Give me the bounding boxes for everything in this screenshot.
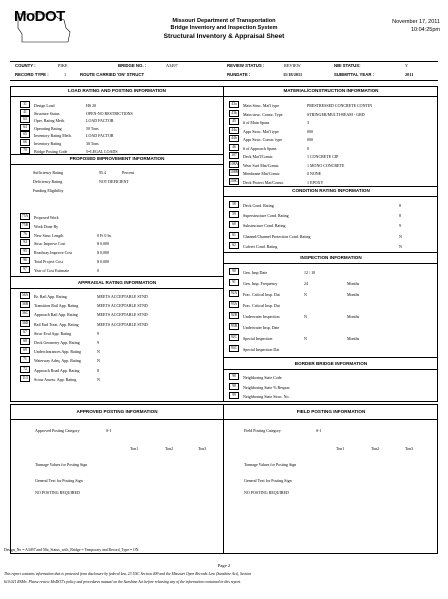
system-name: Bridge Inventory and Inspection System	[170, 25, 278, 31]
item-code: 66	[20, 139, 30, 146]
field-row	[20, 366, 230, 374]
field-label: Operating Rating	[34, 125, 62, 131]
summary-label: Deficiency Rating	[33, 179, 63, 184]
item-code: 58	[229, 201, 239, 208]
field-value: 1 MONO CONCRETE	[307, 162, 345, 168]
field-row	[229, 323, 439, 331]
field-label: Approach Road App. Rating	[34, 367, 80, 373]
summary-value: 95.4	[99, 170, 106, 175]
field-ton1: Ton1	[336, 446, 345, 451]
item-code: 92B	[231, 313, 237, 317]
item-code: 65	[20, 131, 30, 138]
field-label: Struc Improve Cost	[34, 241, 66, 247]
field-label: New Struc Length	[34, 232, 64, 238]
field-value: 9	[97, 340, 99, 345]
field-row	[229, 279, 439, 287]
field-row	[229, 221, 439, 229]
field-value: 9	[97, 330, 99, 336]
item-code: 69	[20, 347, 30, 354]
field-row	[20, 375, 230, 383]
county-value: PIKE	[58, 63, 68, 68]
field-label: Substructure Cond. Rating	[243, 223, 286, 229]
item-code: 41	[20, 109, 30, 116]
field-value: $ 0,000	[97, 241, 109, 247]
field-ton2: Ton2	[371, 446, 380, 451]
review-label: REVIEW STATUS :	[227, 63, 265, 68]
field-row	[229, 211, 439, 219]
field-label: Membrane Mat/Constr.	[243, 171, 281, 176]
field-label: Deck Geometry App. Rating	[34, 340, 80, 345]
report-title: Structural Inventory & Appraisal Sheet	[163, 33, 285, 40]
field-label: Scour Assess. App. Rating	[34, 376, 77, 382]
field-unit: Months	[347, 336, 360, 341]
field-row	[229, 152, 439, 160]
field-row	[20, 310, 230, 318]
field-value: MEETS ACCEPTABLE STND	[97, 294, 148, 299]
item-code: 36D	[21, 320, 29, 325]
field-label: Inventory Rating Meth.	[34, 133, 72, 139]
design-filter-line: Design_No = A3497 and Nbi_Status_with_Bridge = Temporary and Record_Type = ON	[4, 548, 139, 552]
rundate-value: 11/18/2011	[283, 72, 303, 77]
item-code: 44b	[229, 135, 239, 142]
field-value: N	[399, 233, 402, 239]
item-code: 98	[229, 373, 239, 380]
field-row	[20, 320, 230, 328]
field-category-value: S-1	[316, 428, 322, 433]
field-value: 0	[307, 145, 309, 151]
field-row	[229, 301, 439, 309]
item-code: 108B	[230, 170, 238, 174]
item-code: 94	[20, 239, 30, 246]
field-row	[20, 292, 230, 300]
field-label: Neighboring State Struc. No.	[243, 394, 290, 399]
item-code: 45	[229, 118, 239, 125]
field-row	[20, 266, 230, 274]
item-code: 60	[229, 221, 239, 228]
nbi-value: Y	[405, 63, 409, 68]
appraisal-title: APPRAISAL RATING INFORMATION	[77, 280, 157, 285]
field-value: LOAD FACTOR	[86, 118, 114, 124]
field-label: Waterway Adeq. App. Rating	[34, 358, 81, 364]
field-row	[20, 301, 230, 309]
section-rule	[223, 263, 438, 264]
field-value: N	[97, 349, 100, 355]
field-row	[229, 334, 439, 342]
item-code: 61	[229, 232, 239, 239]
field-label: Total Project Cost	[34, 259, 63, 264]
rundate-label: RUNDATE :	[227, 72, 251, 77]
field-label: Underwater Insp. Date	[243, 325, 280, 330]
submittal-label: SUBMITTAL YEAR :	[334, 72, 375, 77]
field-value: MEETS ACCEPTABLE STND	[97, 321, 148, 327]
field-row	[229, 383, 439, 391]
item-code: 68	[20, 338, 30, 345]
posting-divider	[223, 404, 224, 554]
department-name: Missouri Department of Transportation	[172, 18, 276, 24]
field-row	[20, 222, 230, 230]
field-label: Design Load	[34, 103, 55, 108]
nbi-label: NBI STATUS:	[334, 63, 361, 68]
item-code: 72	[20, 366, 30, 373]
section-rule	[10, 419, 438, 420]
field-label: Gen. Insp Date	[243, 270, 268, 275]
field-value: N	[304, 336, 307, 341]
top-rule-bottom	[10, 80, 438, 81]
condition-title: CONDITION RATING INFORMATION	[292, 188, 370, 193]
field-label: Oper. Rating Meth.	[34, 118, 65, 124]
field-label: Frac. Critical Insp. Dat	[243, 303, 280, 308]
item-code: 97	[20, 266, 30, 273]
field-label: Struc Eval App. Rating	[34, 330, 72, 336]
record-label: RECORD TYPE :	[15, 72, 49, 77]
field-label: Underwater Inspection	[243, 314, 280, 319]
section-rule	[223, 196, 438, 197]
field-label: Deck Mat'l/Constr.	[243, 154, 274, 159]
border-title: BORDER BRIDGE INFORMATION	[294, 361, 368, 366]
item-code: 59	[229, 211, 239, 218]
page-number: Page 2	[217, 563, 231, 568]
field-posting-title: FIELD POSTING INFORMATION	[296, 409, 366, 414]
item-code: 67	[20, 329, 30, 336]
field-row	[229, 135, 439, 143]
review-value: REVIEW	[284, 63, 301, 68]
field-label: Year of Cost Estimate	[34, 267, 70, 273]
field-value: 9	[399, 223, 401, 229]
field-value: HS 20	[86, 103, 97, 108]
field-row	[229, 392, 439, 400]
field-row	[229, 373, 439, 381]
field-row	[229, 127, 439, 135]
field-label: Channel/Channel Protection Cond. Rating	[243, 233, 311, 239]
disclaimer-line-1: This report contains information that is protected from disclosure by federal law, 23 USC Section 409 and the Missouri Open Records Law (Sunshine Act), Section	[4, 572, 252, 576]
item-code: 44a	[229, 127, 239, 134]
summary-value: NOT DEFICIENT	[99, 179, 129, 184]
field-label: Superstructure Cond. Rating	[243, 213, 289, 219]
approved-category-value: S-1	[106, 428, 112, 433]
item-code: 99	[229, 392, 239, 399]
section-rule	[10, 96, 224, 97]
field-value: MEETS ACCEPTABLE STND	[97, 303, 148, 309]
field-value: 5=LEGAL LOADS	[86, 148, 118, 154]
field-category-label: Field Posting Category	[244, 428, 281, 433]
field-value: 3	[307, 120, 309, 125]
field-label: Neighboring State Code	[243, 375, 282, 380]
field-label: Deck Protect Mat/Constr.	[243, 179, 284, 185]
field-value: 8	[399, 203, 401, 208]
field-label: Rail End Treat. App. Rating	[34, 321, 79, 327]
approved-ton2: Ton2	[165, 446, 174, 451]
field-label: Wear Surf Mat/Constr.	[243, 162, 280, 168]
bridge-value: A3497	[166, 63, 178, 68]
field-row	[229, 232, 439, 240]
field-row	[20, 239, 230, 247]
field-row	[20, 356, 230, 364]
field-row	[229, 178, 439, 186]
item-code: 70	[20, 147, 30, 154]
field-row	[229, 312, 439, 320]
section-rule	[10, 288, 224, 289]
field-value: 50 Tons	[86, 125, 99, 131]
field-label: Gen. Insp. Frequency	[243, 281, 278, 286]
field-row	[229, 144, 439, 152]
item-code: 92C	[231, 335, 237, 339]
material-title: MATERIAL/CONSTRUCTION INFORMATION	[283, 88, 379, 93]
item-code: 36A	[21, 293, 29, 297]
field-value: N	[399, 243, 402, 249]
bridge-label: BRIDGE NO. :	[118, 63, 147, 68]
field-row	[229, 242, 439, 250]
top-rule	[10, 61, 438, 62]
approved-general-label: General Text for Posting Sign	[35, 478, 83, 483]
field-value: PRESTRESSED CONCRETE CONTIN	[307, 103, 373, 108]
item-code: 71	[20, 356, 30, 363]
field-value: 30 Tons	[86, 141, 99, 146]
field-label: Structure Status	[34, 110, 60, 116]
inspection-title: INSPECTION INFORMATION	[300, 255, 362, 260]
field-row	[20, 329, 230, 337]
field-row	[229, 110, 439, 118]
submittal-value: 2011	[405, 72, 414, 77]
summary-label: Funding Eligibility	[33, 188, 64, 193]
field-label: Proposed Work	[34, 215, 59, 220]
section-rule	[10, 164, 224, 165]
route-label: ROUTE CARRIED 'ON' STRUCT	[80, 72, 145, 77]
item-code: 63	[20, 116, 30, 123]
field-row	[229, 101, 439, 109]
field-row	[229, 290, 439, 298]
report-date: November 17, 2011	[392, 19, 440, 25]
field-value: N	[97, 376, 100, 382]
field-label: Inventory Rating	[34, 141, 62, 146]
field-value: N	[304, 292, 307, 297]
field-value: N	[304, 314, 307, 319]
field-label: # of Main Spans	[243, 120, 270, 125]
approved-ton1: Ton1	[130, 446, 139, 451]
field-value: 0 NONE	[307, 171, 322, 176]
item-code: 90	[229, 268, 239, 275]
item-code: 36B	[22, 302, 28, 307]
item-code: 98	[229, 383, 239, 390]
field-label: Neighboring State % Respon	[243, 384, 290, 390]
item-code: 93A	[230, 302, 238, 306]
field-row	[229, 201, 439, 209]
field-value: MEETS ACCEPTABLE STND	[97, 312, 148, 318]
section-rule	[223, 369, 438, 370]
item-code: 43a	[229, 101, 239, 108]
field-general-label: General Text for Posting Sign	[244, 478, 292, 483]
summary-extra: Percent	[122, 170, 134, 175]
field-value: 8	[399, 213, 401, 219]
field-value: N	[97, 358, 100, 364]
field-general-value: NO POSTING REQUIRED	[244, 490, 289, 495]
field-row	[229, 169, 439, 177]
field-label: Main struc. Constr. Type	[243, 111, 283, 117]
field-row	[20, 231, 230, 239]
logo-text: MoDOT	[14, 8, 65, 25]
field-row	[229, 161, 439, 169]
approved-general-value: NO POSTING REQUIRED	[35, 490, 80, 495]
field-label: Deck Cond. Rating	[243, 203, 274, 208]
field-value: LOAD FACTOR	[86, 133, 114, 139]
field-value: 0 Ft 0 In.	[97, 232, 112, 238]
field-label: Appr Struc. Constr. type	[243, 137, 282, 142]
field-row	[20, 347, 230, 355]
field-label: Roadway Improve Cost	[34, 250, 72, 256]
report-time: 10:04:25pm	[410, 27, 440, 33]
field-label: Work Done By	[34, 223, 59, 229]
item-code: 92A	[230, 291, 238, 295]
field-row	[229, 268, 439, 276]
field-label: Appr Struc. Mat'l type	[243, 128, 279, 134]
section-rule	[10, 276, 224, 277]
field-value: STRINGER/MULTI-BEAM - GRD	[307, 111, 365, 117]
item-code: 108A	[230, 161, 238, 166]
item-code: 62	[229, 242, 239, 249]
item-code: 107	[229, 152, 239, 159]
field-ton3: Ton3	[405, 446, 414, 451]
field-unit: Months	[347, 292, 360, 297]
field-label: Bridge Posting Code	[34, 148, 68, 154]
field-label: Special Inspection Dat	[243, 347, 280, 352]
field-value: 000	[307, 137, 313, 142]
field-value: $ 0,000	[97, 259, 109, 264]
field-unit: Months	[347, 314, 360, 319]
field-row	[20, 338, 230, 346]
field-value: 24	[304, 281, 308, 286]
section-rule	[223, 96, 438, 97]
section-rule	[223, 357, 438, 358]
item-code: 93C	[231, 346, 237, 350]
item-code: 96	[20, 257, 30, 264]
field-label: Frac. Critical Insp. Dat	[243, 292, 280, 297]
county-label: COUNTY :	[15, 63, 36, 68]
field-tonnage-label: Tonnage Values for Posting Sign	[244, 462, 297, 467]
field-value: OPEN-NO RESTRICTIONS	[86, 110, 133, 116]
field-value: $ 0,000	[97, 250, 109, 256]
field-label: Culvert Cond. Rating	[243, 243, 278, 249]
item-code: 75A	[21, 214, 29, 218]
field-value: 1 CONCRETE CIP	[307, 154, 339, 159]
approved-tonnage-label: Tonnage Values for Posting Sign	[35, 462, 88, 467]
field-label: Main Struc. Mat'l type	[243, 103, 280, 108]
item-code: 46	[229, 144, 239, 151]
item-code: 93B	[231, 324, 237, 328]
section-rule	[10, 154, 224, 155]
section-rule	[223, 252, 438, 253]
item-code: 36C	[22, 311, 28, 316]
field-value: 8	[97, 367, 99, 373]
field-value: 0	[97, 267, 99, 273]
field-value: 12 / 10	[304, 270, 316, 275]
item-code: 43b	[229, 110, 239, 117]
field-value: 000	[307, 128, 313, 134]
field-value: 1 EPOXY	[307, 179, 324, 185]
section-rule	[223, 186, 438, 187]
field-row	[20, 248, 230, 256]
field-row	[20, 257, 230, 265]
item-code: 91	[229, 279, 239, 286]
field-label: Approach Rail App. Rating	[34, 312, 78, 318]
field-label: Special Inspection	[243, 336, 273, 341]
field-unit: Months	[347, 281, 360, 286]
field-label: Underclearances App. Rating	[34, 349, 81, 355]
approved-posting-title: APPROVED POSTING INFORMATION	[76, 409, 158, 414]
item-code: 108C	[230, 178, 238, 183]
field-row	[20, 213, 230, 221]
record-value: 1	[64, 72, 67, 77]
field-label: Transition Rail App. Rating	[34, 303, 79, 309]
disclaimer-line-2: 610.021 RSMo. Please review MoDOT's policy and procedures manual on the Sunshine Act before releasing any of the information contained in this report.	[4, 580, 242, 584]
field-row	[229, 345, 439, 353]
field-row	[229, 118, 439, 126]
approved-ton3: Ton3	[198, 446, 207, 451]
item-code: 76	[20, 231, 30, 238]
summary-label: Sufficiency Rating	[33, 170, 64, 175]
field-label: # of Approach Spans	[243, 145, 277, 151]
item-code: 75B	[22, 222, 28, 227]
item-code: 31	[20, 101, 30, 108]
improvement-title: PROPOSED IMPROVEMENT INFORMATION	[69, 156, 165, 161]
item-code: 64	[20, 124, 30, 131]
approved-category-label: Approved Posting Category	[35, 428, 80, 433]
item-code: 95	[20, 248, 30, 255]
field-label: Br. Rail App. Rating	[34, 294, 67, 299]
load-rating-title: LOAD RATING AND POSTING INFORMATION	[68, 88, 166, 93]
item-code: 113	[20, 375, 30, 382]
